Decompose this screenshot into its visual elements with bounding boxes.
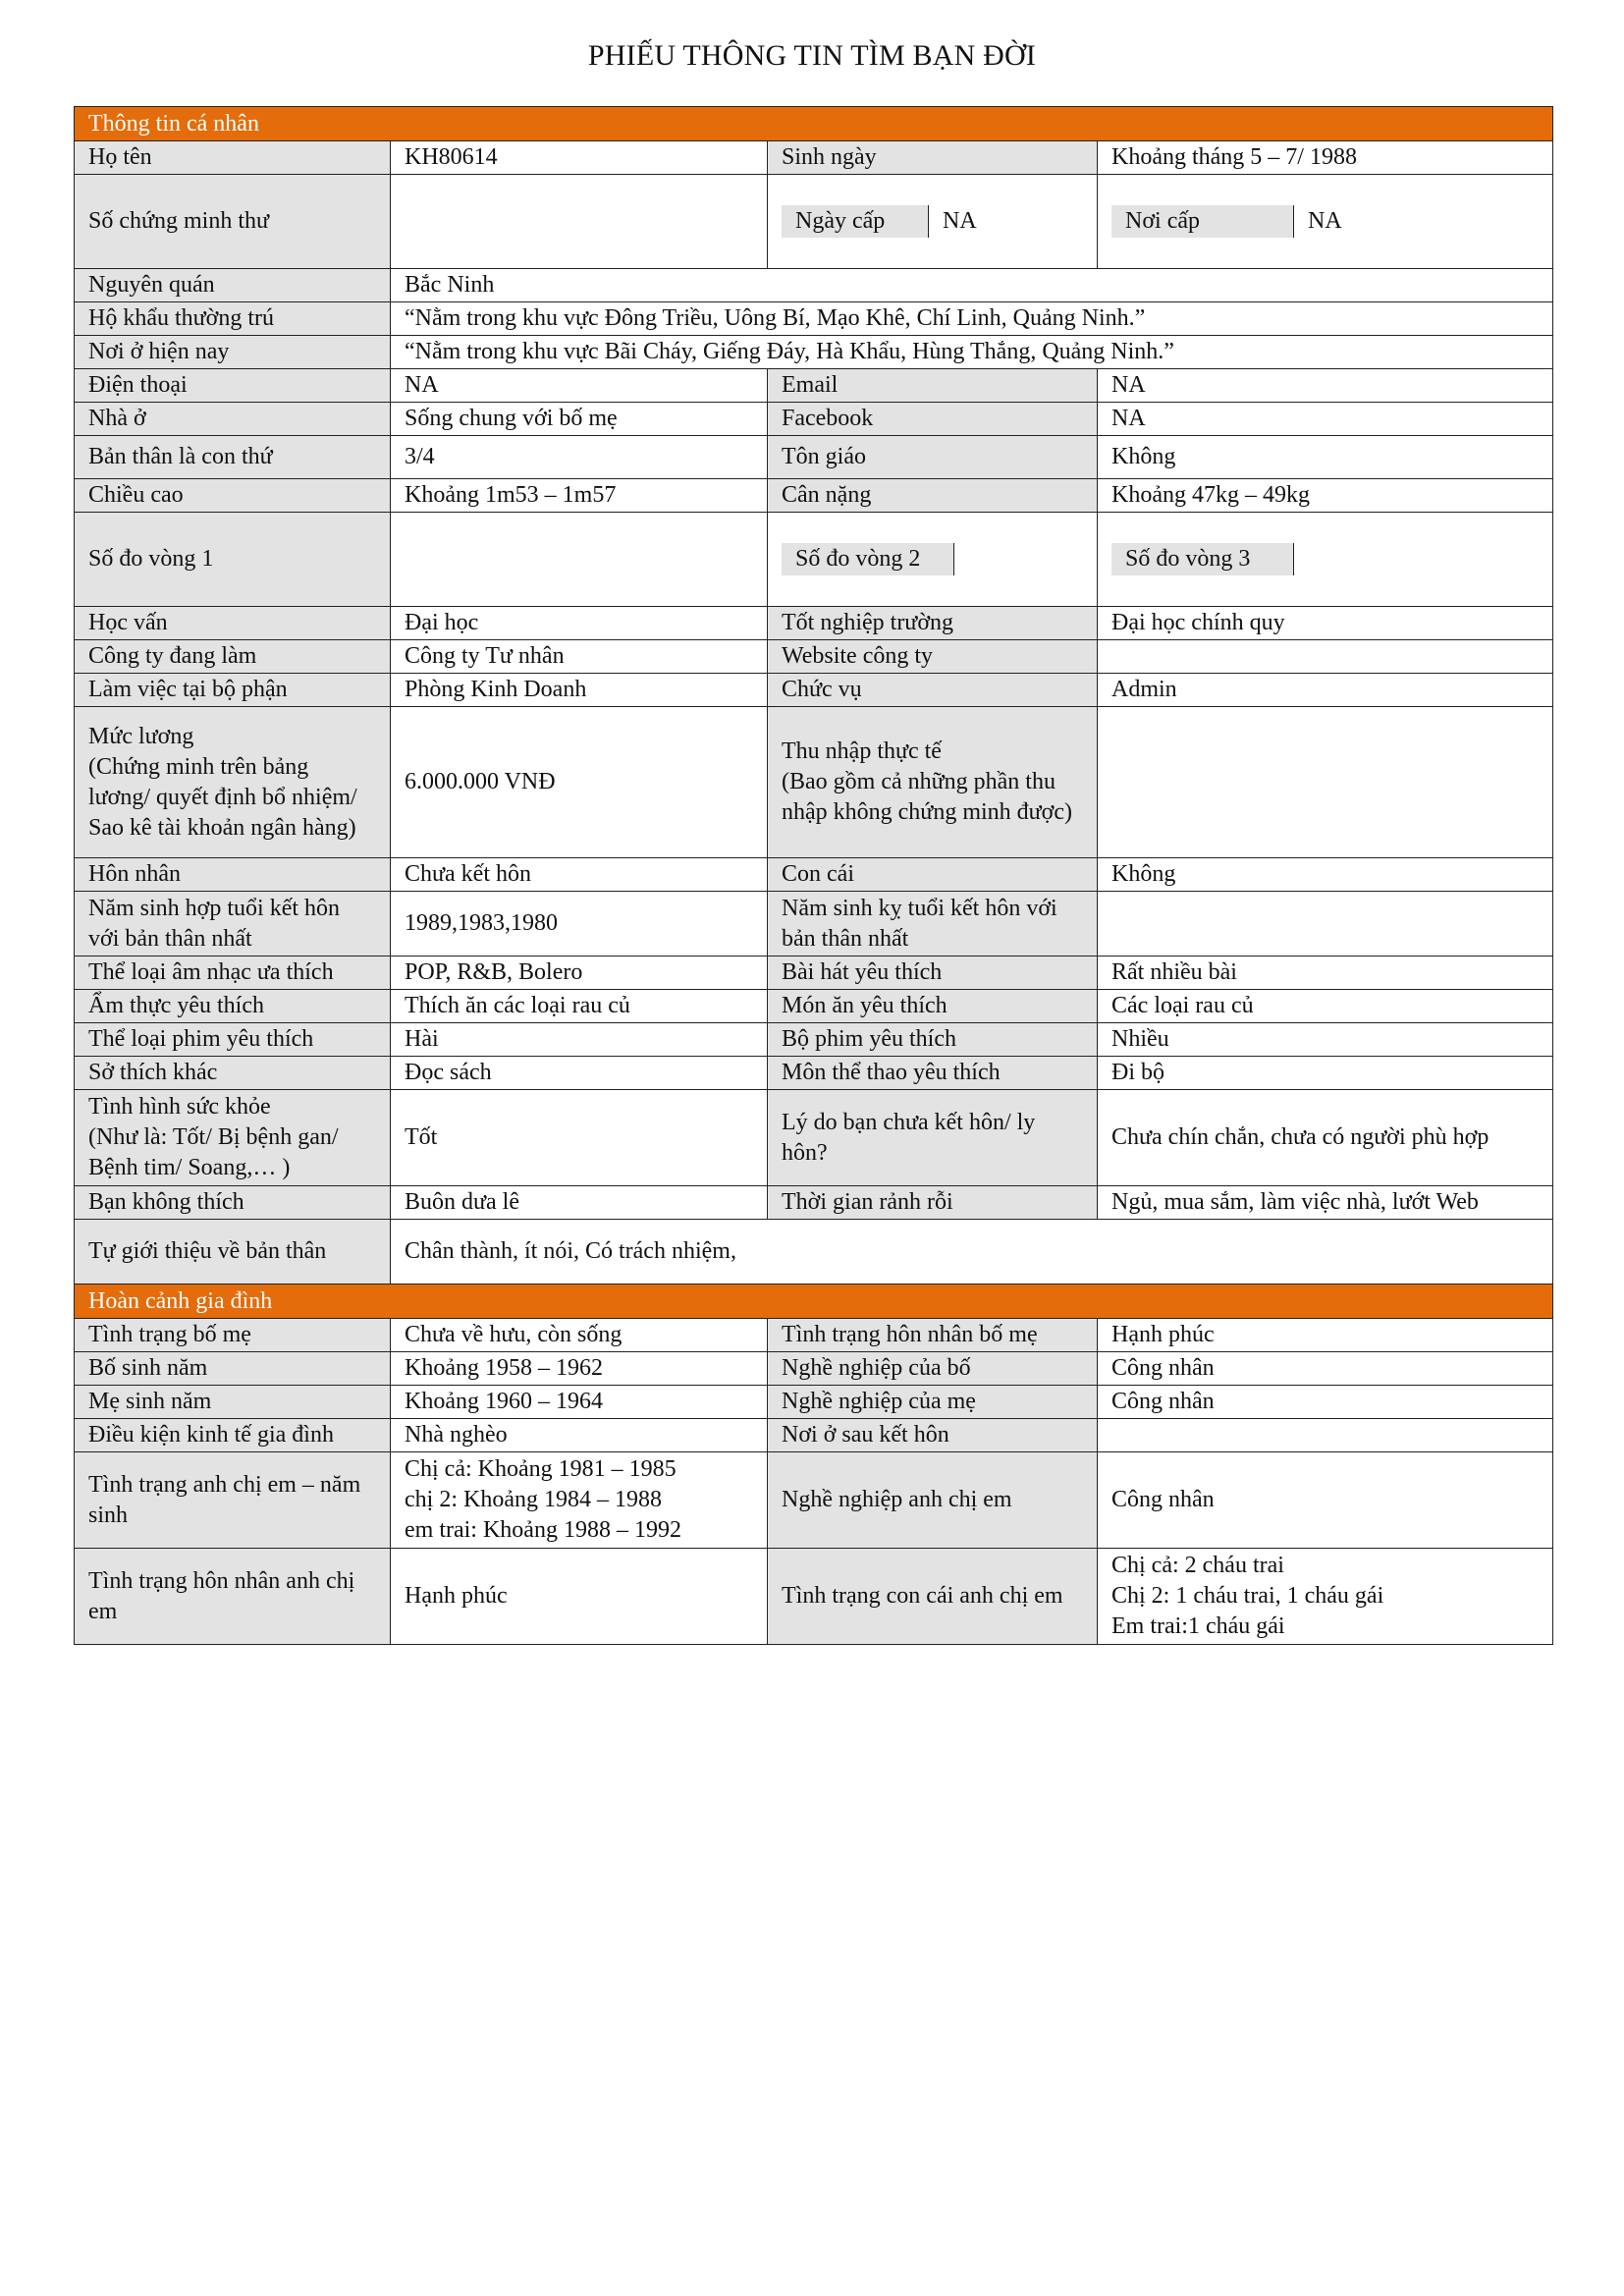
birth-order-value: 3/4 [391,436,768,479]
weight-value: Khoảng 47kg – 49kg [1098,479,1553,513]
email-label: Email [768,369,1098,403]
mother-job-label: Nghề nghiệp của mẹ [768,1386,1098,1419]
department-value: Phòng Kinh Doanh [391,674,768,707]
favorite-sport-value: Đi bộ [1098,1057,1553,1090]
incompatible-years-label: Năm sinh kỵ tuổi kết hôn với bản thân nhất [768,892,1098,957]
graduated-school-label: Tốt nghiệp trường [768,607,1098,640]
profile-form-table [74,106,1553,1645]
issue-place-label: Nơi cấp [1111,205,1294,238]
position-label: Chức vụ [768,674,1098,707]
graduated-school-value: Đại học chính quy [1098,607,1553,640]
unmarried-reason-label: Lý do bạn chưa kết hôn/ ly hôn? [768,1090,1098,1186]
issue-place-value: NA [1294,205,1539,238]
favorite-song-label: Bài hát yêu thích [768,957,1098,990]
current-address-value: “Nằm trong khu vực Bãi Cháy, Giếng Đáy, Hà Khẩu, Hùng Thắng, Quảng Ninh.” [391,336,1553,369]
children-label: Con cái [768,858,1098,892]
siblings-marriage-value: Hạnh phúc [391,1549,768,1645]
marital-status-value: Chưa kết hôn [391,858,768,892]
position-value: Admin [1098,674,1553,707]
hometown-value: Bắc Ninh [391,269,1553,302]
height-value: Khoảng 1m53 – 1m57 [391,479,768,513]
phone-value: NA [391,369,768,403]
birth-order-label: Bản thân là con thứ [75,436,391,479]
siblings-children-label: Tình trạng con cái anh chị em [768,1549,1098,1645]
issue-date-value: NA [929,205,1083,238]
favorite-song-value: Rất nhiều bài [1098,957,1553,990]
mother-birth-value: Khoảng 1960 – 1964 [391,1386,768,1419]
salary-label: Mức lương (Chứng minh trên bảng lương/ quyết định bổ nhiệm/ Sao kê tài khoản ngân hàng) [75,707,391,858]
other-hobbies-value: Đọc sách [391,1057,768,1090]
unmarried-reason-value: Chưa chín chắn, chưa có người phù hợp [1098,1090,1553,1186]
department-label: Làm việc tại bộ phận [75,674,391,707]
religion-label: Tôn giáo [768,436,1098,479]
siblings-job-label: Nghề nghiệp anh chị em [768,1452,1098,1549]
religion-value: Không [1098,436,1553,479]
post-marriage-residence-label: Nơi ở sau kết hôn [768,1419,1098,1452]
birth-date-value: Khoảng tháng 5 – 7/ 1988 [1098,141,1553,175]
mother-job-value: Công nhân [1098,1386,1553,1419]
self-intro-label: Tự giới thiệu về bản thân [75,1220,391,1285]
waist-label: Số đo vòng 2 [782,543,954,575]
movie-genre-label: Thể loại phim yêu thích [75,1023,391,1057]
health-label: Tình hình sức khỏe (Như là: Tốt/ Bị bệnh gan/ Bệnh tim/ Soang,… ) [75,1090,391,1186]
education-label: Học vấn [75,607,391,640]
compatible-years-label: Năm sinh hợp tuổi kết hôn với bản thân nhất [75,892,391,957]
permanent-address-label: Hộ khẩu thường trú [75,302,391,336]
facebook-value: NA [1098,403,1553,436]
height-label: Chiều cao [75,479,391,513]
siblings-value: Chị cả: Khoảng 1981 – 1985 chị 2: Khoảng 1984 – 1988 em trai: Khoảng 1988 – 1992 [391,1452,768,1549]
id-number-value [391,175,768,269]
favorite-movie-value: Nhiều [1098,1023,1553,1057]
issue-date-cell [768,175,1098,269]
birth-date-label: Sinh ngày [768,141,1098,175]
parents-status-value: Chưa về hưu, còn sống [391,1319,768,1352]
housing-label: Nhà ở [75,403,391,436]
form-title: PHIẾU THÔNG TIN TÌM BẠN ĐỜI [587,39,1037,72]
company-website-label: Website công ty [768,640,1098,674]
favorite-movie-label: Bộ phim yêu thích [768,1023,1098,1057]
full-name-label: Họ tên [75,141,391,175]
free-time-value: Ngủ, mua sắm, làm việc nhà, lướt Web [1098,1186,1553,1220]
father-birth-value: Khoảng 1958 – 1962 [391,1352,768,1386]
compatible-years-value: 1989,1983,1980 [391,892,768,957]
hip-value [1294,543,1539,575]
email-value: NA [1098,369,1553,403]
family-economy-label: Điều kiện kinh tế gia đình [75,1419,391,1452]
movie-genre-value: Hài [391,1023,768,1057]
actual-income-label: Thu nhập thực tế (Bao gồm cả những phần thu nhập không chứng minh được) [768,707,1098,858]
full-name-value: KH80614 [391,141,768,175]
company-label: Công ty đang làm [75,640,391,674]
favorite-dish-label: Món ăn yêu thích [768,990,1098,1023]
cuisine-value: Thích ăn các loại rau củ [391,990,768,1023]
parents-marriage-label: Tình trạng hôn nhân bố mẹ [768,1319,1098,1352]
family-economy-value: Nhà nghèo [391,1419,768,1452]
dislikes-label: Bạn không thích [75,1186,391,1220]
hometown-label: Nguyên quán [75,269,391,302]
phone-label: Điện thoại [75,369,391,403]
permanent-address-value: “Nằm trong khu vực Đông Triều, Uông Bí, Mạo Khê, Chí Linh, Quảng Ninh.” [391,302,1553,336]
siblings-job-value: Công nhân [1098,1452,1553,1549]
dislikes-value: Buôn dưa lê [391,1186,768,1220]
company-value: Công ty Tư nhân [391,640,768,674]
cuisine-label: Ẩm thực yêu thích [75,990,391,1023]
housing-value: Sống chung với bố mẹ [391,403,768,436]
bust-value [391,513,768,607]
marital-status-label: Hôn nhân [75,858,391,892]
siblings-label: Tình trạng anh chị em – năm sinh [75,1452,391,1549]
father-job-value: Công nhân [1098,1352,1553,1386]
current-address-label: Nơi ở hiện nay [75,336,391,369]
parents-status-label: Tình trạng bố mẹ [75,1319,391,1352]
health-value: Tốt [391,1090,768,1186]
favorite-sport-label: Môn thể thao yêu thích [768,1057,1098,1090]
free-time-label: Thời gian rảnh rỗi [768,1186,1098,1220]
post-marriage-residence-value [1098,1419,1553,1452]
siblings-marriage-label: Tình trạng hôn nhân anh chị em [75,1549,391,1645]
facebook-label: Facebook [768,403,1098,436]
incompatible-years-value [1098,892,1553,957]
salary-value: 6.000.000 VNĐ [391,707,768,858]
id-number-label: Số chứng minh thư [75,175,391,269]
waist-cell [768,513,1098,607]
mother-birth-label: Mẹ sinh năm [75,1386,391,1419]
waist-value [954,543,1083,575]
father-birth-label: Bố sinh năm [75,1352,391,1386]
weight-label: Cân nặng [768,479,1098,513]
actual-income-value [1098,707,1553,858]
siblings-children-value: Chị cả: 2 cháu trai Chị 2: 1 cháu trai, 1 cháu gái Em trai:1 cháu gái [1098,1549,1553,1645]
section-family-background: Hoàn cảnh gia đình [75,1285,1553,1319]
music-genre-value: POP, R&B, Bolero [391,957,768,990]
parents-marriage-value: Hạnh phúc [1098,1319,1553,1352]
bust-label: Số đo vòng 1 [75,513,391,607]
company-website-value [1098,640,1553,674]
favorite-dish-value: Các loại rau củ [1098,990,1553,1023]
hip-label: Số đo vòng 3 [1111,543,1294,575]
section-personal-info: Thông tin cá nhân [75,107,1553,141]
education-value: Đại học [391,607,768,640]
music-genre-label: Thể loại âm nhạc ưa thích [75,957,391,990]
children-value: Không [1098,858,1553,892]
hip-cell [1098,513,1553,607]
other-hobbies-label: Sở thích khác [75,1057,391,1090]
father-job-label: Nghề nghiệp của bố [768,1352,1098,1386]
self-intro-value: Chân thành, ít nói, Có trách nhiệm, [391,1220,1553,1285]
issue-date-label: Ngày cấp [782,205,929,238]
issue-place-cell [1098,175,1553,269]
